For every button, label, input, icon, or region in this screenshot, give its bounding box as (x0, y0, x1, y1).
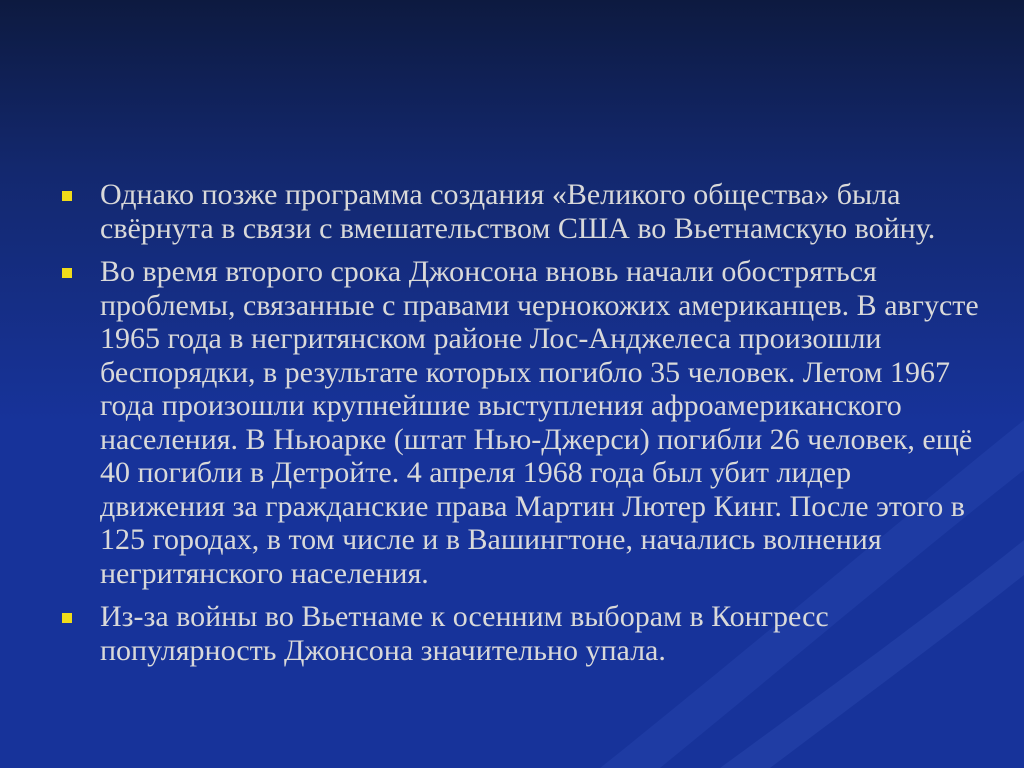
bullet-text: Из-за войны во Вьетнаме к осенним выборам в Конгресс популярность Джонсона значительно упала. (100, 600, 829, 667)
bullet-text: Во время второго срока Джонсона вновь начали обостряться проблемы, связанные с правами чернокожих американцев. В августе 1965 года в негритянском районе Лос-Анджелеса произошли беспорядки, в результате которых погибло 35 человек. Летом 1967 года произошли крупнейшие выступления афроамериканского населения. В Ньюарке (штат Нью-Джерси) погибли 26 человек, ещё 40 погибли в Детройте. 4 апреля 1968 года был убит лидер движения за гражданские права Мартин Лютер Кинг. После этого в 125 городах, в том числе и в Вашингтоне, начались волнения негритянского населения. (100, 255, 979, 590)
bullet-list (62, 178, 982, 677)
bullet-text: Однако позже программа создания «Великого общества» была свёрнута в связи с вмешательством США во Вьетнамскую войну. (100, 178, 936, 245)
square-bullet-icon (62, 613, 72, 623)
bullet-item (62, 600, 982, 667)
bullet-item (62, 178, 982, 245)
bullet-item (62, 255, 982, 590)
square-bullet-icon (62, 191, 72, 201)
square-bullet-icon (62, 268, 72, 278)
